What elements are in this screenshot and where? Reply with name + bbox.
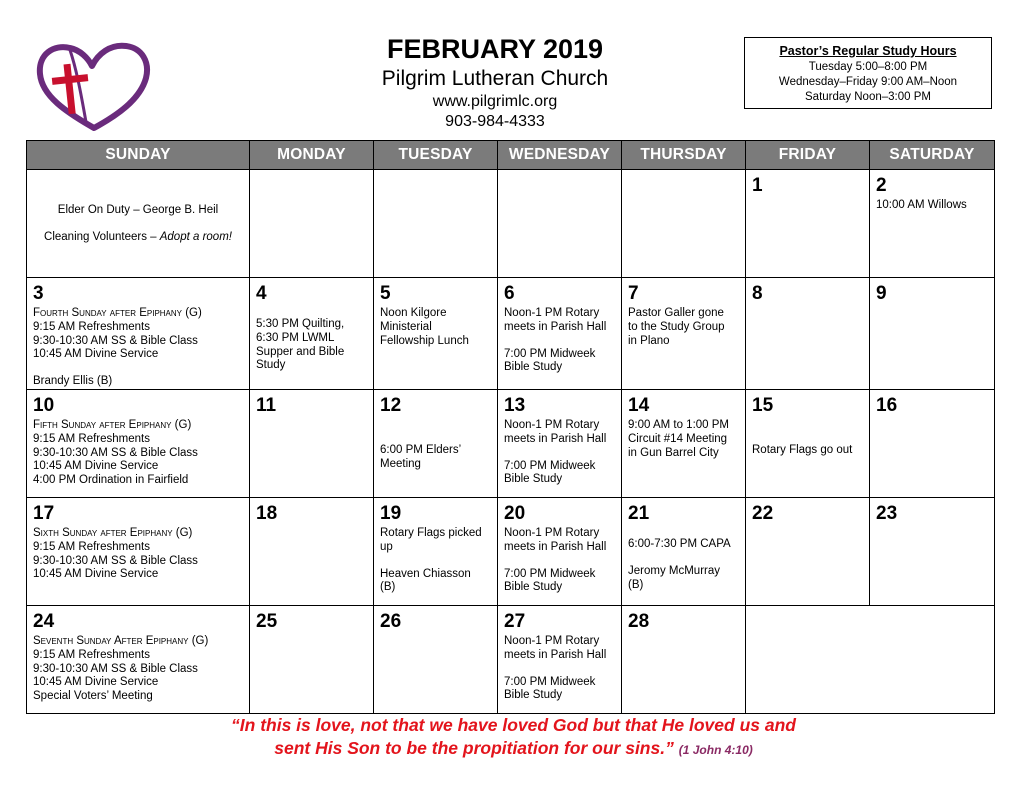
day-cell[interactable] bbox=[870, 170, 995, 278]
day-cell[interactable] bbox=[746, 170, 870, 278]
day-event: 6:00 PM Elders’ Meeting bbox=[380, 443, 462, 470]
day-cell[interactable] bbox=[374, 278, 498, 390]
day-event: 7:00 PM Midweek Bible Study bbox=[504, 675, 596, 702]
day-event: 6:00-7:30 PM CAPA bbox=[628, 537, 731, 550]
day-cell[interactable] bbox=[27, 605, 250, 713]
day-event: Noon-1 PM Rotary meets in Parish Hall bbox=[504, 526, 607, 553]
day-number: 4 bbox=[256, 283, 267, 304]
day-number: 14 bbox=[628, 394, 650, 416]
day-number: 9 bbox=[876, 283, 887, 304]
day-number: 16 bbox=[876, 394, 898, 416]
elder-on-duty-note: Elder On Duty – George B. Heil bbox=[57, 204, 219, 216]
day-cell[interactable] bbox=[870, 278, 995, 390]
first-week-notes-cell bbox=[27, 170, 250, 278]
day-event: Special Voters’ Meeting bbox=[33, 690, 153, 703]
day-cell[interactable] bbox=[746, 389, 870, 497]
study-hours-title: Pastor’s Regular Study Hours bbox=[779, 44, 957, 58]
liturgical-day-title: Sixth Sunday after Epiphany (G) bbox=[33, 526, 193, 539]
day-event: 9:30-10:30 AM SS & Bible Class bbox=[33, 446, 198, 459]
day-number: 22 bbox=[752, 502, 774, 524]
day-cell[interactable] bbox=[27, 497, 250, 605]
day-number: 28 bbox=[628, 610, 650, 632]
liturgical-day-title: Fourth Sunday after Epiphany (G) bbox=[33, 307, 202, 319]
day-number: 18 bbox=[256, 502, 278, 524]
day-number: 6 bbox=[504, 283, 515, 304]
day-event: 10:45 AM Divine Service bbox=[33, 676, 159, 689]
day-event: Noon Kilgore Ministerial Fellowship Lunch bbox=[380, 307, 469, 347]
day-cell[interactable] bbox=[498, 278, 622, 390]
church-phone: 903-984-4333 bbox=[445, 113, 545, 130]
liturgical-day-title: Seventh Sunday After Epiphany (G) bbox=[33, 634, 209, 647]
empty-day-cell bbox=[250, 170, 374, 278]
weekday-header: SATURDAY bbox=[870, 141, 995, 170]
day-event: Noon-1 PM Rotary meets in Parish Hall bbox=[504, 418, 607, 445]
day-number: 10 bbox=[33, 394, 55, 416]
day-number: 15 bbox=[752, 394, 774, 416]
verse-line: “In this is love, not that we have loved God but that He loved us and bbox=[231, 715, 796, 735]
day-event: 9:15 AM Refreshments bbox=[33, 320, 150, 333]
day-cell[interactable] bbox=[250, 278, 374, 390]
calendar-week-row bbox=[27, 389, 995, 497]
day-event: Noon-1 PM Rotary meets in Parish Hall bbox=[504, 307, 607, 333]
day-number: 26 bbox=[380, 610, 402, 632]
calendar-week-row bbox=[27, 170, 995, 278]
month-title: FEBRUARY 2019 bbox=[386, 34, 604, 64]
weekday-header: FRIDAY bbox=[746, 141, 870, 170]
day-number: 8 bbox=[752, 283, 763, 304]
day-event: Pastor Galler gone to the Study Group in Plano bbox=[628, 307, 725, 347]
day-event: 4:00 PM Ordination in Fairfield bbox=[33, 474, 189, 487]
month-calendar-grid bbox=[26, 140, 995, 714]
empty-day-cell bbox=[498, 170, 622, 278]
liturgical-day-title: Fifth Sunday after Epiphany (G) bbox=[33, 418, 192, 431]
calendar-header bbox=[320, 32, 670, 132]
day-number: 1 bbox=[752, 175, 763, 196]
church-logo-heart-cross-icon bbox=[36, 38, 152, 134]
day-cell[interactable] bbox=[374, 497, 498, 605]
day-number: 24 bbox=[33, 610, 55, 632]
day-number: 19 bbox=[380, 502, 402, 524]
study-hours-line: Saturday Noon–3:00 PM bbox=[805, 91, 931, 103]
day-number: 17 bbox=[33, 502, 55, 524]
day-event: Jeromy McMurray (B) bbox=[628, 564, 721, 591]
day-cell[interactable] bbox=[27, 278, 250, 390]
day-number: 7 bbox=[628, 283, 639, 304]
day-event: 9:15 AM Refreshments bbox=[33, 648, 150, 661]
study-hours-line: Tuesday 5:00–8:00 PM bbox=[808, 61, 928, 73]
day-event: 7:00 PM Midweek Bible Study bbox=[504, 567, 596, 594]
day-event: 10:45 AM Divine Service bbox=[33, 568, 159, 581]
cleaning-emphasis: Adopt a room! bbox=[159, 231, 232, 243]
day-cell[interactable] bbox=[498, 497, 622, 605]
cleaning-prefix: Cleaning Volunteers – bbox=[44, 231, 160, 243]
day-event: Heaven Chiasson (B) bbox=[380, 567, 471, 594]
day-cell[interactable] bbox=[498, 605, 622, 713]
verse-line-with-reference bbox=[0, 737, 1027, 762]
calendar-week-row bbox=[27, 497, 995, 605]
day-number: 3 bbox=[33, 283, 44, 304]
day-event: 9:15 AM Refreshments bbox=[33, 540, 150, 553]
day-cell[interactable] bbox=[622, 605, 746, 713]
day-number: 12 bbox=[380, 394, 402, 416]
day-event: 10:45 AM Divine Service bbox=[33, 348, 159, 361]
calendar-week-row bbox=[27, 605, 995, 713]
verse-reference: (1 John 4:10) bbox=[678, 743, 753, 757]
day-event: 9:15 AM Refreshments bbox=[33, 432, 150, 445]
day-cell[interactable] bbox=[870, 389, 995, 497]
church-name: Pilgrim Lutheran Church bbox=[381, 67, 609, 90]
day-number: 21 bbox=[628, 502, 650, 524]
day-number: 23 bbox=[876, 502, 898, 524]
day-cell[interactable] bbox=[498, 389, 622, 497]
empty-day-cell bbox=[374, 170, 498, 278]
day-number: 5 bbox=[380, 283, 391, 304]
day-event: 7:00 PM Midweek Bible Study bbox=[504, 459, 596, 486]
day-event: 5:30 PM Quilting, 6:30 PM LWML Supper and Bible Study bbox=[256, 318, 345, 372]
study-hours-line: Wednesday–Friday 9:00 AM–Noon bbox=[778, 76, 958, 88]
day-cell[interactable] bbox=[250, 497, 374, 605]
day-cell[interactable] bbox=[250, 389, 374, 497]
empty-day-cell bbox=[622, 170, 746, 278]
day-number: 27 bbox=[504, 610, 526, 632]
day-cell[interactable] bbox=[746, 278, 870, 390]
day-number: 13 bbox=[504, 394, 526, 416]
day-cell[interactable] bbox=[622, 278, 746, 390]
pastor-study-hours-box bbox=[744, 37, 992, 109]
day-event: 10:00 AM Willows bbox=[876, 199, 967, 211]
day-number: 11 bbox=[256, 394, 277, 416]
day-event: 10:45 AM Divine Service bbox=[33, 460, 159, 473]
day-cell[interactable] bbox=[870, 497, 995, 605]
day-event: 9:00 AM to 1:00 PM Circuit #14 Meeting in Gun Barrel City bbox=[628, 418, 730, 459]
weekday-header: MONDAY bbox=[250, 141, 374, 170]
empty-trailing-cell bbox=[746, 605, 995, 713]
day-cell[interactable] bbox=[374, 605, 498, 713]
day-number: 20 bbox=[504, 502, 526, 524]
verse-line: sent His Son to be the propitiation for our sins.” bbox=[274, 738, 674, 758]
scripture-verse bbox=[0, 714, 1027, 762]
day-event: Rotary Flags go out bbox=[752, 443, 853, 456]
weekday-header: TUESDAY bbox=[374, 141, 498, 170]
cleaning-volunteers-note bbox=[27, 230, 249, 244]
day-cell[interactable] bbox=[622, 497, 746, 605]
day-event: Brandy Ellis (B) bbox=[33, 375, 113, 388]
day-event: 9:30-10:30 AM SS & Bible Class bbox=[33, 554, 198, 567]
day-event: 9:30-10:30 AM SS & Bible Class bbox=[33, 662, 198, 675]
day-cell[interactable] bbox=[746, 497, 870, 605]
day-event: 7:00 PM Midweek Bible Study bbox=[504, 347, 596, 374]
day-cell[interactable] bbox=[27, 389, 250, 497]
day-event: 9:30-10:30 AM SS & Bible Class bbox=[33, 334, 198, 347]
church-website[interactable]: www.pilgrimlc.org bbox=[432, 93, 558, 110]
day-event: Noon-1 PM Rotary meets in Parish Hall bbox=[504, 634, 607, 661]
day-cell[interactable] bbox=[622, 389, 746, 497]
weekday-header: WEDNESDAY bbox=[498, 141, 622, 170]
weekday-header: THURSDAY bbox=[622, 141, 746, 170]
weekday-header: SUNDAY bbox=[27, 141, 250, 170]
day-number: 2 bbox=[876, 175, 887, 196]
day-number: 25 bbox=[256, 610, 278, 632]
weekday-header-row bbox=[27, 141, 995, 170]
day-cell[interactable] bbox=[374, 389, 498, 497]
day-event: Rotary Flags picked up bbox=[380, 526, 482, 553]
day-cell[interactable] bbox=[250, 605, 374, 713]
calendar-week-row bbox=[27, 278, 995, 390]
